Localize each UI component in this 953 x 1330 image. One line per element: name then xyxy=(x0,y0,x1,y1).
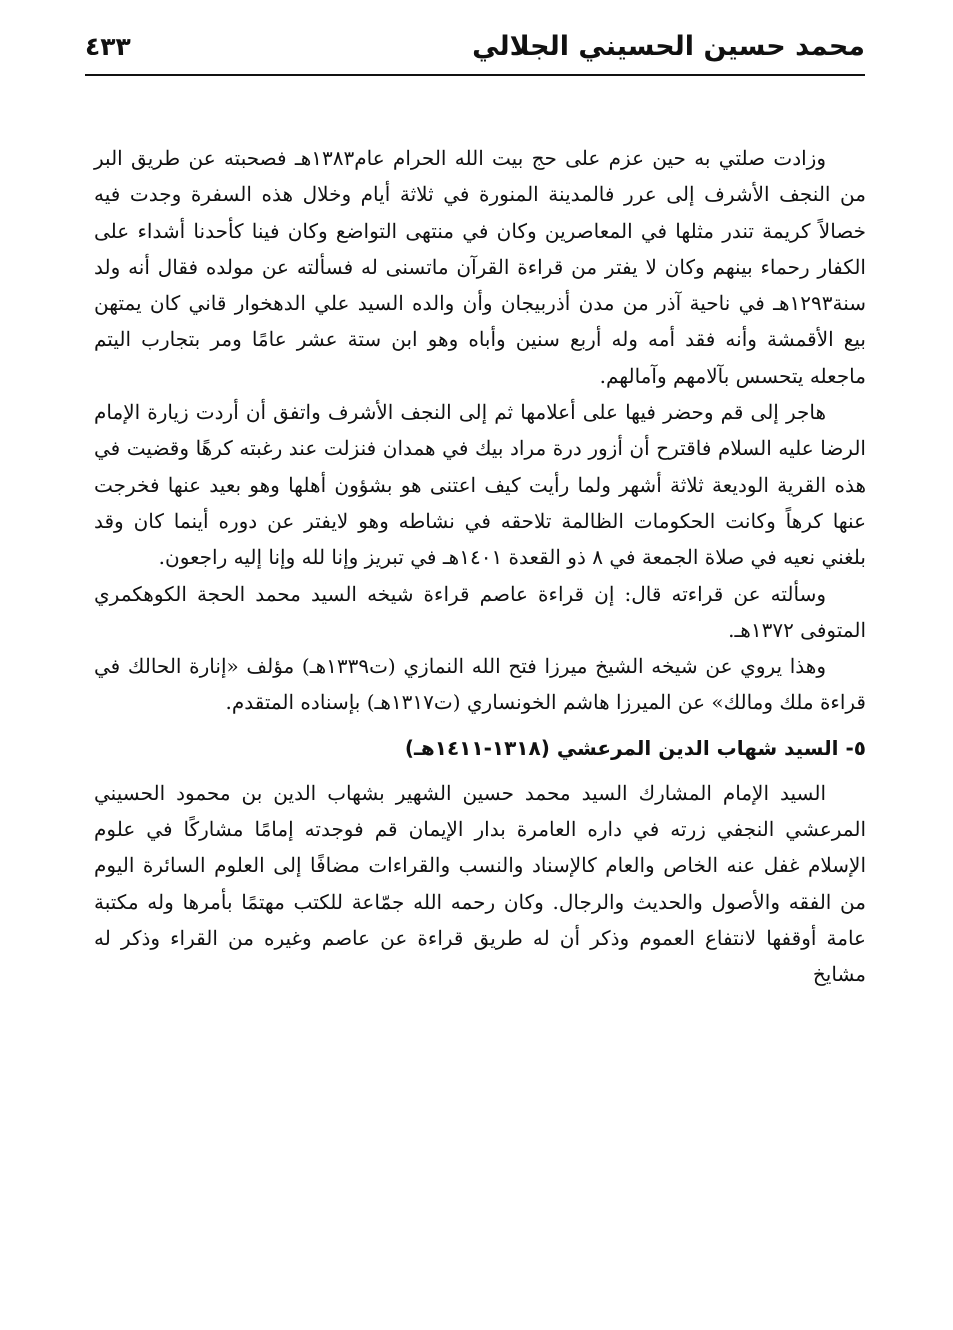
paragraph-4: وهذا يروي عن شيخه الشيخ ميرزا فتح الله النمازي (ت١٣٣٩هـ) مؤلف «إنارة الحالك في قراءة ملك ومالك» عن الميرزا هاشم الخونساري (ت١٣١٧هـ) بإسناده المتقدم. xyxy=(94,654,866,715)
header-divider xyxy=(85,74,865,76)
paragraph-3: وسألته عن قراءته قال: إن قراءة عاصم قراءة شيخه السيد محمد الحجة الكوهكمري المتوفى ١٣٧٢هـ. xyxy=(94,581,866,642)
section-heading: ٥- السيد شهاب الدين المرعشي (١٣١٨-١٤١١هـ) xyxy=(404,735,866,760)
paragraph-1: وزادت صلتي به حين عزم على حج بيت الله الحرام عام١٣٨٣هـ فصحبته عن طريق البر من النجف الأشرف إلى عرر فالمدينة المنورة في ثلاثة أيام وخلال هذه السفرة وجدت فيه خصالاً كريمة تندر مثلها في المعاصرين وكان في منتهى التواضع وكان فينا كأحدنا أشداء على الكفار رحماء بينهم وكان لا يفتر من قراءة القرآن ماتسنى له فسألته عن مولده فقال أنه ولد سنة١٢٩٣هـ في ناحية آذر من مدن أذربيجان وأن والده السيد علي الدهخوار قاني كان يمتهن بيع الأقمشة وأنه فقد أمه وله أربع سنين وأباه وهو ابن ستة عشر عامًا ومر بتجارب اليتم ماجعله يتحسس بآلامهم وآمالهم. xyxy=(94,146,866,388)
paragraph-2: هاجر إلى قم وحضر فيها على أعلامها ثم إلى النجف الأشرف واتفق أن أردت زيارة الإمام الرضا عليه السلام فاقترح أن أزور درة مراد بيك في همدان فنزلت عند رغبته كرهًا وقضيت في هذه القرية الوديعة ثلاثة أشهر ولما رأيت كيف اعتنى هو بشؤون أهلها وهو بعيد عنها فخرجت عنها كرهاً وكانت الحكومات الظالمة تلاحقه في نشاطه وهو لايفتر عن دوره أينما كان وقد بلغني نعيه في صلاة الجمعة في ٨ ذو القعدة ١٤٠١هـ في تبريز وإنا لله وإنا إليه راجعون. xyxy=(94,400,866,570)
section-paragraph: السيد الإمام المشارك السيد محمد حسين الشهير بشهاب الدين بن محمود الحسيني المرعشي النجفي زرته في داره العامرة بدار الإيمان قم فوجدته إمامًا مشاركًا في علوم الإسلام غفل عنه الخاص والعام كالإسناد والنسب والقراءات مضافًا إلى العلوم السائرة اليوم من الفقه والأصول والحديث والرجال. وكان رحمه الله جمّاعة للكتب مهتمًا بأمرها وله مكتبة عامة أوقفها لانتفاع العموم وذكر أن له طريق قراءة عن عاصم وغيره من القراء وذكر له مشايخ xyxy=(94,780,866,987)
page-number: ٤٣٣ xyxy=(85,32,131,61)
header-title: محمد حسين الحسيني الجلالي xyxy=(472,31,865,62)
page-body xyxy=(94,140,866,993)
running-header xyxy=(85,24,865,78)
